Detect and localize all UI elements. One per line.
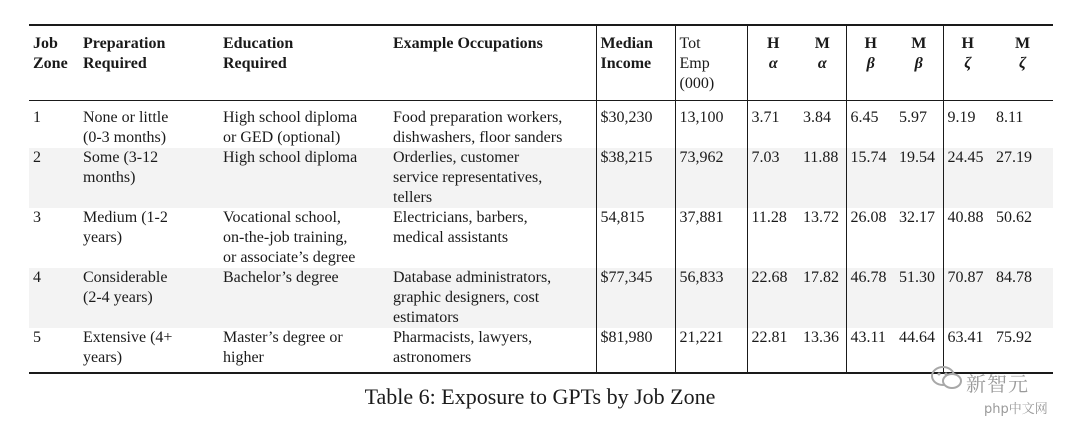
zone-cell: 5 xyxy=(33,329,41,346)
h-alpha-cell: 7.03 xyxy=(747,148,799,208)
zone-cell: 3 xyxy=(33,209,41,226)
income-cell: $81,980 xyxy=(596,328,675,373)
education-cell: Bachelor’s degree xyxy=(219,268,389,328)
preparation-cell: Considerable (2-4 years) xyxy=(79,268,219,328)
header-row xyxy=(29,25,1053,101)
employment-cell: 21,221 xyxy=(675,328,747,373)
m-beta-cell: 5.97 xyxy=(899,109,927,126)
header-m-alpha: M α xyxy=(814,35,830,72)
header-employment: Tot Emp (000) xyxy=(675,25,747,101)
header-h-beta: H β xyxy=(846,25,895,101)
preparation-cell: Extensive (4+ years) xyxy=(83,329,173,366)
exposure-table xyxy=(29,24,1053,374)
m-zeta-cell: 8.11 xyxy=(996,109,1024,126)
header-h-zeta: H ζ xyxy=(943,25,992,101)
h-alpha-cell: 22.81 xyxy=(747,328,799,373)
employment-cell: 56,833 xyxy=(675,268,747,328)
header-occupations: Example Occupations xyxy=(393,35,543,52)
h-zeta-cell: 9.19 xyxy=(943,101,992,149)
header-m-zeta: M ζ xyxy=(1014,35,1031,72)
table-caption: Table 6: Exposure to GPTs by Job Zone xyxy=(364,384,716,409)
h-alpha-cell: 3.71 xyxy=(747,101,799,149)
employment-cell: 73,962 xyxy=(675,148,747,208)
watermark xyxy=(930,360,1070,420)
m-alpha-cell: 13.72 xyxy=(803,209,839,226)
header-education: Education Required xyxy=(223,35,294,72)
watermark-subtext: php中文网 xyxy=(984,402,1048,417)
income-cell: 54,815 xyxy=(596,208,675,268)
h-beta-cell: 6.45 xyxy=(846,101,895,149)
occupations-cell: Food preparation workers, dishwashers, floor sanders xyxy=(393,109,563,146)
preparation-cell: Medium (1-2 years) xyxy=(83,209,168,246)
education-cell: Master’s degree or higher xyxy=(223,329,343,366)
preparation-cell: Some (3-12 months) xyxy=(79,148,219,208)
m-beta-cell: 44.64 xyxy=(899,329,935,346)
header-income: Median Income xyxy=(596,25,675,101)
m-alpha-cell: 13.36 xyxy=(803,329,839,346)
table-row xyxy=(29,148,1053,208)
m-beta-cell: 32.17 xyxy=(899,209,935,226)
h-zeta-cell: 24.45 xyxy=(943,148,992,208)
education-cell: High school diploma xyxy=(219,148,389,208)
occupations-cell: Orderlies, customer service representatives, tellers xyxy=(389,148,596,208)
m-zeta-cell: 27.19 xyxy=(992,148,1053,208)
preparation-cell: None or little (0-3 months) xyxy=(83,109,169,146)
zone-cell: 4 xyxy=(29,268,79,328)
m-alpha-cell: 11.88 xyxy=(799,148,846,208)
employment-cell: 13,100 xyxy=(675,101,747,149)
table-row xyxy=(29,328,1053,373)
m-beta-cell: 19.54 xyxy=(895,148,943,208)
occupations-cell: Electricians, barbers, medical assistants xyxy=(393,209,528,246)
m-alpha-cell: 17.82 xyxy=(799,268,846,328)
exposure-table-container xyxy=(29,24,1053,374)
header-h-alpha: H α xyxy=(747,25,799,101)
income-cell: $77,345 xyxy=(596,268,675,328)
wechat-logo-icon xyxy=(930,364,964,392)
m-zeta-cell: 50.62 xyxy=(996,209,1032,226)
h-zeta-cell: 40.88 xyxy=(943,208,992,268)
m-zeta-cell: 84.78 xyxy=(992,268,1053,328)
header-m-beta: M β xyxy=(911,35,927,72)
employment-cell: 37,881 xyxy=(675,208,747,268)
header-job-zone: Job Zone xyxy=(33,35,68,72)
zone-cell: 1 xyxy=(33,109,41,126)
watermark-text: 新智元 xyxy=(966,372,1029,396)
h-beta-cell: 43.11 xyxy=(846,328,895,373)
occupations-cell: Pharmacists, lawyers, astronomers xyxy=(393,329,533,366)
income-cell: $38,215 xyxy=(596,148,675,208)
education-cell: High school diploma or GED (optional) xyxy=(223,109,358,146)
h-beta-cell: 15.74 xyxy=(846,148,895,208)
header-preparation: Preparation Required xyxy=(83,35,166,72)
m-zeta-cell: 75.92 xyxy=(996,329,1032,346)
occupations-cell: Database administrators, graphic designers, cost estimators xyxy=(389,268,596,328)
table-row xyxy=(29,208,1053,268)
zone-cell: 2 xyxy=(29,148,79,208)
m-alpha-cell: 3.84 xyxy=(803,109,831,126)
h-beta-cell: 26.08 xyxy=(846,208,895,268)
h-alpha-cell: 22.68 xyxy=(747,268,799,328)
h-zeta-cell: 70.87 xyxy=(943,268,992,328)
m-beta-cell: 51.30 xyxy=(895,268,943,328)
h-zeta-cell: 63.41 xyxy=(943,328,992,373)
h-beta-cell: 46.78 xyxy=(846,268,895,328)
table-row xyxy=(29,101,1053,149)
income-cell: $30,230 xyxy=(596,101,675,149)
h-alpha-cell: 11.28 xyxy=(747,208,799,268)
education-cell: Vocational school, on-the-job training, or associate’s degree xyxy=(223,209,356,266)
table-row xyxy=(29,268,1053,328)
